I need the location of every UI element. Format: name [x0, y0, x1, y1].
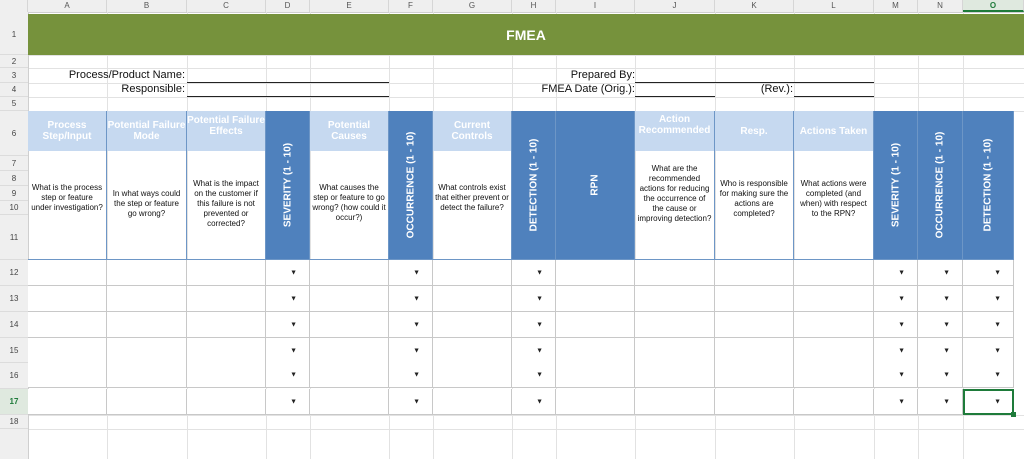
dropdown-arrow-icon[interactable]: ▼ [413, 347, 420, 354]
row-header[interactable]: 13 [0, 286, 28, 312]
table-cell[interactable] [556, 286, 635, 312]
header-description: Who is responsible for making sure the actions are completed? [719, 179, 789, 218]
dropdown-arrow-icon[interactable]: ▼ [943, 347, 950, 354]
row-header[interactable]: 15 [0, 338, 28, 363]
row-header[interactable]: 3 [0, 68, 28, 83]
column-header-j[interactable]: J [635, 0, 715, 12]
rating-dropdown-cell[interactable] [512, 338, 556, 364]
dropdown-arrow-icon[interactable]: ▼ [898, 321, 905, 328]
table-cell[interactable] [28, 363, 107, 388]
header-detection[interactable] [512, 111, 556, 260]
header-occurrence-revised[interactable] [918, 111, 963, 260]
column-header-d[interactable]: D [266, 0, 310, 12]
column-header-e[interactable]: E [310, 0, 389, 12]
table-cell[interactable] [715, 338, 794, 364]
table-cell[interactable] [556, 260, 635, 286]
dropdown-arrow-icon[interactable]: ▼ [536, 371, 543, 379]
row-header[interactable]: 4 [0, 83, 28, 97]
column-header-n[interactable]: N [918, 0, 963, 12]
header-title: SEVERITY (1 - 10) [890, 142, 901, 228]
revision-field[interactable] [794, 96, 874, 97]
dropdown-arrow-icon[interactable]: ▼ [994, 371, 1001, 379]
column-header-l[interactable]: L [794, 0, 874, 12]
header-title: OCCURRENCE (1 - 10) [405, 131, 416, 239]
header-failure-mode[interactable] [107, 111, 187, 260]
rating-dropdown-cell[interactable] [512, 389, 556, 415]
dropdown-arrow-icon[interactable]: ▼ [536, 347, 543, 354]
header-description: What actions were completed (and when) with respect to the RPN? [800, 179, 867, 218]
rating-dropdown-cell[interactable] [874, 286, 918, 312]
process-name-label: Process/Product Name: [68, 69, 185, 81]
table-cell[interactable] [187, 363, 266, 388]
header-occurrence[interactable] [389, 111, 433, 260]
header-responsible[interactable] [715, 111, 794, 260]
row-header-selected[interactable]: 17 [0, 389, 28, 415]
table-cell[interactable] [187, 338, 266, 364]
row-header[interactable]: 9 [0, 186, 28, 201]
table-cell[interactable] [715, 312, 794, 338]
table-cell[interactable] [433, 389, 512, 415]
dropdown-arrow-icon[interactable]: ▼ [943, 269, 950, 276]
header-title: DETECTION (1 - 10) [982, 138, 994, 232]
header-title: SEVERITY (1 - 10) [282, 142, 293, 228]
header-severity-revised[interactable] [874, 111, 918, 260]
header-rpn[interactable] [556, 111, 635, 260]
column-header-f[interactable]: F [389, 0, 433, 12]
table-cell[interactable] [556, 389, 635, 415]
row-header[interactable]: 16 [0, 363, 28, 389]
table-cell[interactable] [107, 338, 187, 364]
header-title: DETECTION (1 - 10) [528, 138, 539, 232]
header-title: Current Controls [451, 120, 493, 142]
dropdown-arrow-icon[interactable]: ▼ [994, 269, 1001, 276]
table-cell[interactable] [794, 312, 874, 338]
rating-dropdown-cell[interactable] [389, 260, 433, 286]
table-cell[interactable] [635, 286, 715, 312]
rating-dropdown-cell[interactable] [918, 312, 963, 338]
table-cell[interactable] [794, 260, 874, 286]
header-actions-taken[interactable] [794, 111, 874, 260]
header-severity[interactable] [266, 111, 310, 260]
dropdown-arrow-icon[interactable]: ▼ [898, 295, 905, 302]
header-potential-causes[interactable] [310, 111, 389, 260]
rating-dropdown-cell[interactable] [918, 286, 963, 312]
active-cell[interactable] [963, 389, 1014, 415]
dropdown-arrow-icon[interactable]: ▼ [943, 398, 950, 405]
row-header[interactable]: 1 [0, 14, 28, 55]
table-cell[interactable] [635, 260, 715, 286]
rating-dropdown-cell[interactable] [389, 363, 433, 388]
row-header[interactable]: 12 [0, 260, 28, 286]
responsible-label: Responsible: [121, 83, 185, 95]
rating-dropdown-cell[interactable] [512, 260, 556, 286]
rating-dropdown-cell[interactable] [918, 260, 963, 286]
header-title: Potential Failure Mode [107, 120, 186, 142]
table-cell[interactable] [107, 363, 187, 388]
column-header-h[interactable]: H [512, 0, 556, 12]
rating-dropdown-cell[interactable] [512, 312, 556, 338]
header-detection-revised[interactable] [963, 111, 1014, 260]
table-cell[interactable] [433, 338, 512, 364]
rating-dropdown-cell[interactable] [918, 338, 963, 364]
dropdown-arrow-icon[interactable]: ▼ [413, 398, 420, 405]
rating-dropdown-cell[interactable] [512, 363, 556, 388]
dropdown-arrow-icon[interactable]: ▼ [898, 398, 905, 405]
dropdown-arrow-icon[interactable]: ▼ [290, 347, 297, 354]
table-cell[interactable] [556, 312, 635, 338]
dropdown-arrow-icon[interactable]: ▼ [290, 269, 297, 276]
header-description: What is the process step or feature under investigation? [31, 183, 103, 212]
table-cell[interactable] [28, 286, 107, 312]
header-description: In what ways could the step or feature go wrong? [112, 189, 181, 218]
column-header-i[interactable]: I [556, 0, 635, 12]
rating-dropdown-cell[interactable] [963, 312, 1014, 338]
rating-dropdown-cell[interactable] [266, 338, 310, 364]
table-cell[interactable] [310, 338, 389, 364]
table-cell[interactable] [28, 312, 107, 338]
rating-dropdown-cell[interactable] [266, 312, 310, 338]
rating-dropdown-cell[interactable] [389, 286, 433, 312]
dropdown-arrow-icon[interactable]: ▼ [290, 295, 297, 302]
row-header-bar [0, 12, 29, 459]
rating-dropdown-cell[interactable] [389, 312, 433, 338]
table-cell[interactable] [310, 389, 389, 415]
table-cell[interactable] [107, 312, 187, 338]
header-title: Resp. [740, 126, 768, 137]
dropdown-arrow-icon[interactable]: ▼ [943, 371, 950, 379]
column-header-c[interactable]: C [187, 0, 266, 12]
header-failure-effects[interactable] [187, 111, 266, 260]
table-cell[interactable] [433, 286, 512, 312]
dropdown-arrow-icon[interactable]: ▼ [943, 295, 950, 302]
responsible-field[interactable] [187, 96, 389, 97]
prepared-by-field[interactable] [635, 82, 874, 83]
header-description: What controls exist that either prevent or detect the failure? [435, 183, 509, 212]
table-cell[interactable] [187, 286, 266, 312]
header-action-recommended[interactable] [635, 111, 715, 260]
dropdown-arrow-icon[interactable]: ▼ [994, 321, 1001, 328]
dropdown-arrow-icon[interactable]: ▼ [413, 295, 420, 302]
rating-dropdown-cell[interactable] [963, 338, 1014, 364]
table-cell[interactable] [794, 338, 874, 364]
table-cell[interactable] [715, 286, 794, 312]
dropdown-arrow-icon[interactable]: ▼ [413, 321, 420, 328]
table-cell[interactable] [107, 286, 187, 312]
fmea-date-label: FMEA Date (Orig.): [541, 83, 635, 95]
row-header[interactable]: 11 [0, 215, 28, 260]
header-title: Potential Failure Effects [187, 115, 265, 137]
row-header[interactable]: 6 [0, 111, 28, 156]
header-title: Actions Taken [799, 126, 868, 137]
dropdown-arrow-icon[interactable]: ▼ [536, 398, 543, 405]
header-title: OCCURRENCE (1 - 10) [934, 131, 946, 239]
row-header[interactable]: 8 [0, 171, 28, 186]
row-header[interactable]: 10 [0, 201, 28, 215]
table-cell[interactable] [28, 389, 107, 415]
rating-dropdown-cell[interactable] [918, 389, 963, 415]
row-header[interactable]: 18 [0, 415, 28, 429]
table-cell[interactable] [794, 363, 874, 388]
dropdown-arrow-icon[interactable]: ▼ [898, 371, 905, 379]
header-current-controls[interactable] [433, 111, 512, 260]
table-cell[interactable] [107, 389, 187, 415]
rating-dropdown-cell[interactable] [874, 363, 918, 388]
column-header-m[interactable]: M [874, 0, 918, 12]
header-description: What is the impact on the customer if this failure is not prevented or corrected? [193, 179, 259, 228]
header-title: Process Step/Input [42, 120, 92, 142]
table-cell[interactable] [635, 389, 715, 415]
table-cell[interactable] [635, 338, 715, 364]
column-header-a[interactable]: A [28, 0, 107, 12]
dropdown-arrow-icon[interactable]: ▼ [898, 347, 905, 354]
rating-dropdown-cell[interactable] [874, 338, 918, 364]
table-cell[interactable] [107, 260, 187, 286]
header-description: What are the recommended actions for reducing the occurrence of the cause or improving detection? [637, 164, 712, 223]
table-cell[interactable] [433, 260, 512, 286]
rating-dropdown-cell[interactable] [874, 260, 918, 286]
rating-dropdown-cell[interactable] [266, 363, 310, 388]
rating-dropdown-cell[interactable] [874, 312, 918, 338]
fmea-date-field[interactable] [635, 96, 715, 97]
dropdown-arrow-icon[interactable]: ▼ [536, 321, 543, 328]
table-cell[interactable] [187, 312, 266, 338]
rating-dropdown-cell[interactable] [266, 286, 310, 312]
table-cell[interactable] [794, 389, 874, 415]
rating-dropdown-cell[interactable] [963, 260, 1014, 286]
header-title: Potential Causes [327, 120, 371, 142]
dropdown-arrow-icon[interactable]: ▼ [994, 295, 1001, 302]
row-header[interactable]: 7 [0, 156, 28, 171]
dropdown-arrow-icon[interactable]: ▼ [994, 347, 1001, 354]
dropdown-arrow-icon[interactable]: ▼ [290, 321, 297, 328]
table-cell[interactable] [28, 338, 107, 364]
rating-dropdown-cell[interactable] [266, 389, 310, 415]
header-title: Action Recommended [638, 114, 711, 136]
dropdown-arrow-icon[interactable]: ▼ [290, 398, 297, 405]
table-cell[interactable] [794, 286, 874, 312]
table-cell[interactable] [635, 312, 715, 338]
dropdown-arrow-icon[interactable]: ▼ [536, 295, 543, 302]
rating-dropdown-cell[interactable] [874, 389, 918, 415]
rating-dropdown-cell[interactable] [389, 338, 433, 364]
table-cell[interactable] [715, 363, 794, 388]
dropdown-arrow-icon[interactable]: ▼ [898, 269, 905, 276]
process-name-field[interactable] [187, 82, 389, 83]
table-cell[interactable] [187, 389, 266, 415]
select-all-corner[interactable] [0, 0, 28, 12]
rating-dropdown-cell[interactable] [389, 389, 433, 415]
table-cell[interactable] [635, 363, 715, 388]
column-header-k[interactable]: K [715, 0, 794, 12]
table-cell[interactable] [310, 312, 389, 338]
dropdown-arrow-icon[interactable]: ▼ [413, 371, 420, 379]
sheet-title[interactable]: FMEA [28, 14, 1024, 55]
table-cell[interactable] [187, 260, 266, 286]
column-header-g[interactable]: G [433, 0, 512, 12]
prepared-by-label: Prepared By: [570, 69, 635, 81]
dropdown-arrow-icon[interactable]: ▼ [943, 321, 950, 328]
table-cell[interactable] [715, 389, 794, 415]
revision-label: (Rev.): [760, 83, 793, 95]
dropdown-arrow-icon[interactable]: ▼ [413, 269, 420, 276]
table-cell[interactable] [556, 363, 635, 388]
rating-dropdown-cell[interactable] [918, 363, 963, 388]
table-cell[interactable] [715, 260, 794, 286]
header-description: What causes the step or feature to go wrong? (how could it occur?) [312, 183, 386, 222]
row-header[interactable]: 5 [0, 97, 28, 111]
table-cell[interactable] [433, 312, 512, 338]
column-header-b[interactable]: B [107, 0, 187, 12]
row-header[interactable]: 2 [0, 55, 28, 68]
table-cell[interactable] [433, 363, 512, 388]
header-process-step[interactable] [28, 111, 107, 260]
table-cell[interactable] [556, 338, 635, 364]
dropdown-arrow-icon[interactable]: ▼ [290, 371, 297, 379]
row-header[interactable]: 14 [0, 312, 28, 338]
rating-dropdown-cell[interactable] [963, 286, 1014, 312]
rating-dropdown-cell[interactable] [963, 363, 1014, 388]
rating-dropdown-cell[interactable] [512, 286, 556, 312]
header-title: RPN [589, 174, 601, 196]
dropdown-arrow-icon[interactable]: ▼ [536, 269, 543, 276]
table-cell[interactable] [310, 363, 389, 388]
dropdown-arrow-icon[interactable]: ▼ [994, 398, 1001, 405]
table-cell[interactable] [310, 260, 389, 286]
table-cell[interactable] [28, 260, 107, 286]
rating-dropdown-cell[interactable] [266, 260, 310, 286]
column-header-o[interactable]: O [963, 0, 1024, 12]
table-cell[interactable] [310, 286, 389, 312]
